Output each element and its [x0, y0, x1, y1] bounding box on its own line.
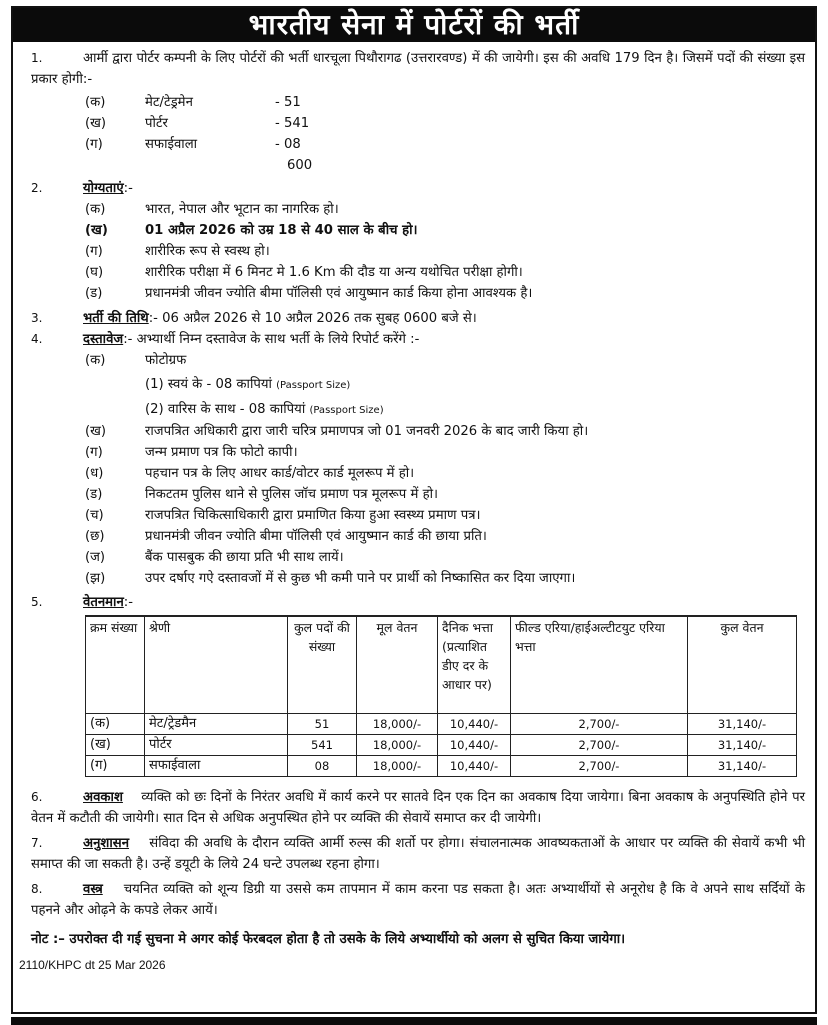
bottom-bar — [11, 1017, 817, 1025]
reference-number: 2110/KHPC dt 25 Mar 2026 — [19, 958, 166, 972]
document-list — [13, 350, 815, 589]
table-header-row — [86, 616, 797, 714]
note: नोट :– उपरोक्त दी गई सुचना मे अगर कोई फेरबदल होता है तो उसके के लिये अभ्यार्थीयो को अलग से सुचित किया जायेगा। — [31, 932, 626, 947]
section-1-text: आर्मी द्वारा पोर्टर कम्पनी के लिए पोर्टरों की भर्ती धारचूला पिथौरागढ (उत्तरारवण्ड) में की जायेगी। इस की अवधि 179 दिन है। जिसमें पदों की संख्या इस प्रकार होगी:- — [31, 51, 805, 87]
section-8: 8. वस्त्र चयनित व्यक्ति को शून्य डिग्री या उससे कम तापमान में काम करना पड सकता है। अतः अभ्यार्थीयों से अनूरोध है कि वे अपने साथ सर्दियों के पहनने और ओढ़ने के कपडे लेकर आयें। — [31, 882, 805, 918]
column-header: क्रम संख्या — [86, 616, 145, 714]
qualification-item: (क) भारत, नेपाल और भूटान का नागरिक हो। — [85, 202, 339, 217]
document-item: (झ) उपर दर्षाए गऐ दस्तावजों में से कुछ भी कमी पाने पर प्रार्थी को निष्कासित कर दिया जाएगा। — [85, 571, 576, 586]
document-item: (च) राजपत्रित चिकित्साधिकारी द्वारा प्रमाणित किया हुआ स्वस्थ्य प्रमाण पत्र। — [85, 508, 481, 523]
notice-content — [13, 44, 815, 976]
document-item: (ज) बैंक पासबुक की छाया प्रति भी साथ लायें। — [85, 550, 344, 565]
post-item: (ख) पोर्टर - 541 — [85, 116, 310, 131]
qualification-item: (ग) शारीरिक रूप से स्वस्थ हो। — [85, 244, 270, 259]
post-total: 600 — [287, 158, 313, 173]
section-4: 4. दस्तावेज:- अभ्यार्थी निम्न दस्तावेज के साथ भर्ती के लिये रिपोर्ट करेंगे :- — [31, 332, 420, 347]
column-header: मूल वेतन — [357, 616, 438, 714]
column-header: दैनिक भत्ता (प्रत्याशित डीए दर के आधार पर) — [438, 616, 511, 714]
table-row: (ख) पोर्टर 541 18,000/- 10,440/- 2,700/- 31,140/- — [86, 735, 797, 756]
post-item: (क) मेट/टेड्रमेन - 51 — [85, 95, 301, 110]
section-6: 6. अवकाश व्यक्ति को छः दिनों के निरंतर अवधि में कार्य करने पर सातवे दिन एक दिन का अवकाष दिया जायेगा। बिना अवकाष के अनुपस्थिति होने पर वेतन में कटौती की जायेगी। सात दिन से अधिक अनुपस्थित होने पर व्यक्ति की सेवायें समाप्त कर दी जायेगी। — [31, 790, 805, 826]
section-heading: भर्ती की तिथि — [83, 311, 149, 326]
section-heading: योग्यताएं — [83, 181, 124, 196]
section-heading: वस्त्र — [83, 882, 103, 897]
post-item: (ग) सफाईवाला - 08 — [85, 137, 301, 152]
photo-sub-item: (1) स्वयं के - 08 कापियां (Passport Size) — [145, 377, 351, 392]
section-heading: दस्तावेज — [83, 332, 124, 347]
section-heading: अवकाश — [83, 790, 123, 805]
document-item: (ख) राजपत्रित अधिकारी द्वारा जारी चरित्र प्रमाणपत्र जो 01 जनवरी 2026 के बाद जारी किया हो। — [85, 424, 589, 439]
document-item: (ड) निकटतम पुलिस थाने से पुलिस जॉच प्रमाण पत्र मूलरूप में हो। — [85, 487, 438, 502]
section-3: 3. भर्ती की तिथि:- 06 अप्रैल 2026 से 10 अप्रैल 2026 तक सुबह 0600 बजे से। — [31, 311, 477, 326]
section-2: 2. योग्यताएं:- — [31, 181, 133, 196]
table-row: (क) मेट/ट्रेडमैन 51 18,000/- 10,440/- 2,700/- 31,140/- — [86, 714, 797, 735]
section-number: 1. — [31, 51, 43, 65]
column-header: कुल पदों की संख्या — [288, 616, 357, 714]
table-row: (ग) सफाईवाला 08 18,000/- 10,440/- 2,700/- 31,140/- — [86, 756, 797, 777]
photo-sub-item: (2) वारिस के साथ - 08 कापियां (Passport Size) — [145, 402, 384, 417]
post-list — [13, 92, 815, 176]
qualification-list — [13, 199, 815, 304]
document-item: (ध) पहचान पत्र के लिए आधर कार्ड/वोटर कार्ड मूलरूप में हो। — [85, 466, 415, 481]
qualification-item: (ख) 01 अप्रैल 2026 को उम्र 18 से 40 साल के बीच हो। — [85, 223, 418, 238]
section-heading: अनुशासन — [83, 836, 130, 851]
document-item: (ग) जन्म प्रमाण पत्र कि फोटो कापी। — [85, 445, 298, 460]
column-header: श्रेणी — [145, 616, 288, 714]
column-header: कुल वेतन — [688, 616, 797, 714]
notice-title: भारतीय सेना में पोर्टरों की भर्ती — [13, 8, 815, 42]
qualification-item: (ड) प्रधानमंत्री जीवन ज्योति बीमा पॉलिसी एवं आयुष्मान कार्ड किया होना आवश्यक है। — [85, 286, 533, 301]
pay-scale-table — [85, 615, 797, 777]
column-header: फील्ड एरिया/हाईअल्टीटयुट एरिया भत्ता — [511, 616, 688, 714]
section-5: 5. वेतनमान:- — [31, 595, 133, 610]
section-heading: वेतनमान — [83, 595, 124, 610]
section-1 — [13, 48, 815, 90]
section-7: 7. अनुशासन संविदा की अवधि के दौरान व्यक्ति आर्मी रुल्स की शर्तो पर होगा। संचालनात्मक आवष्यकताओं के आधार पर व्यक्ति की सेवायें कभी भी समाप्त की जा सकती है। उन्हें डयूटी के लिये 24 घन्टे उपलब्ध रहना होगा। — [31, 836, 805, 872]
document-item: (क) फोटोग्रफ — [85, 353, 187, 368]
document-item: (छ) प्रधानमंत्री जीवन ज्योति बीमा पॉलिसी एवं आयुष्मान कार्ड की छाया प्रति। — [85, 529, 487, 544]
notice-frame — [11, 6, 817, 1014]
qualification-item: (घ) शारीरिक परीक्षा में 6 मिनट मे 1.6 Km की दौड या अन्य यथोचित परीक्षा होगी। — [85, 265, 523, 280]
